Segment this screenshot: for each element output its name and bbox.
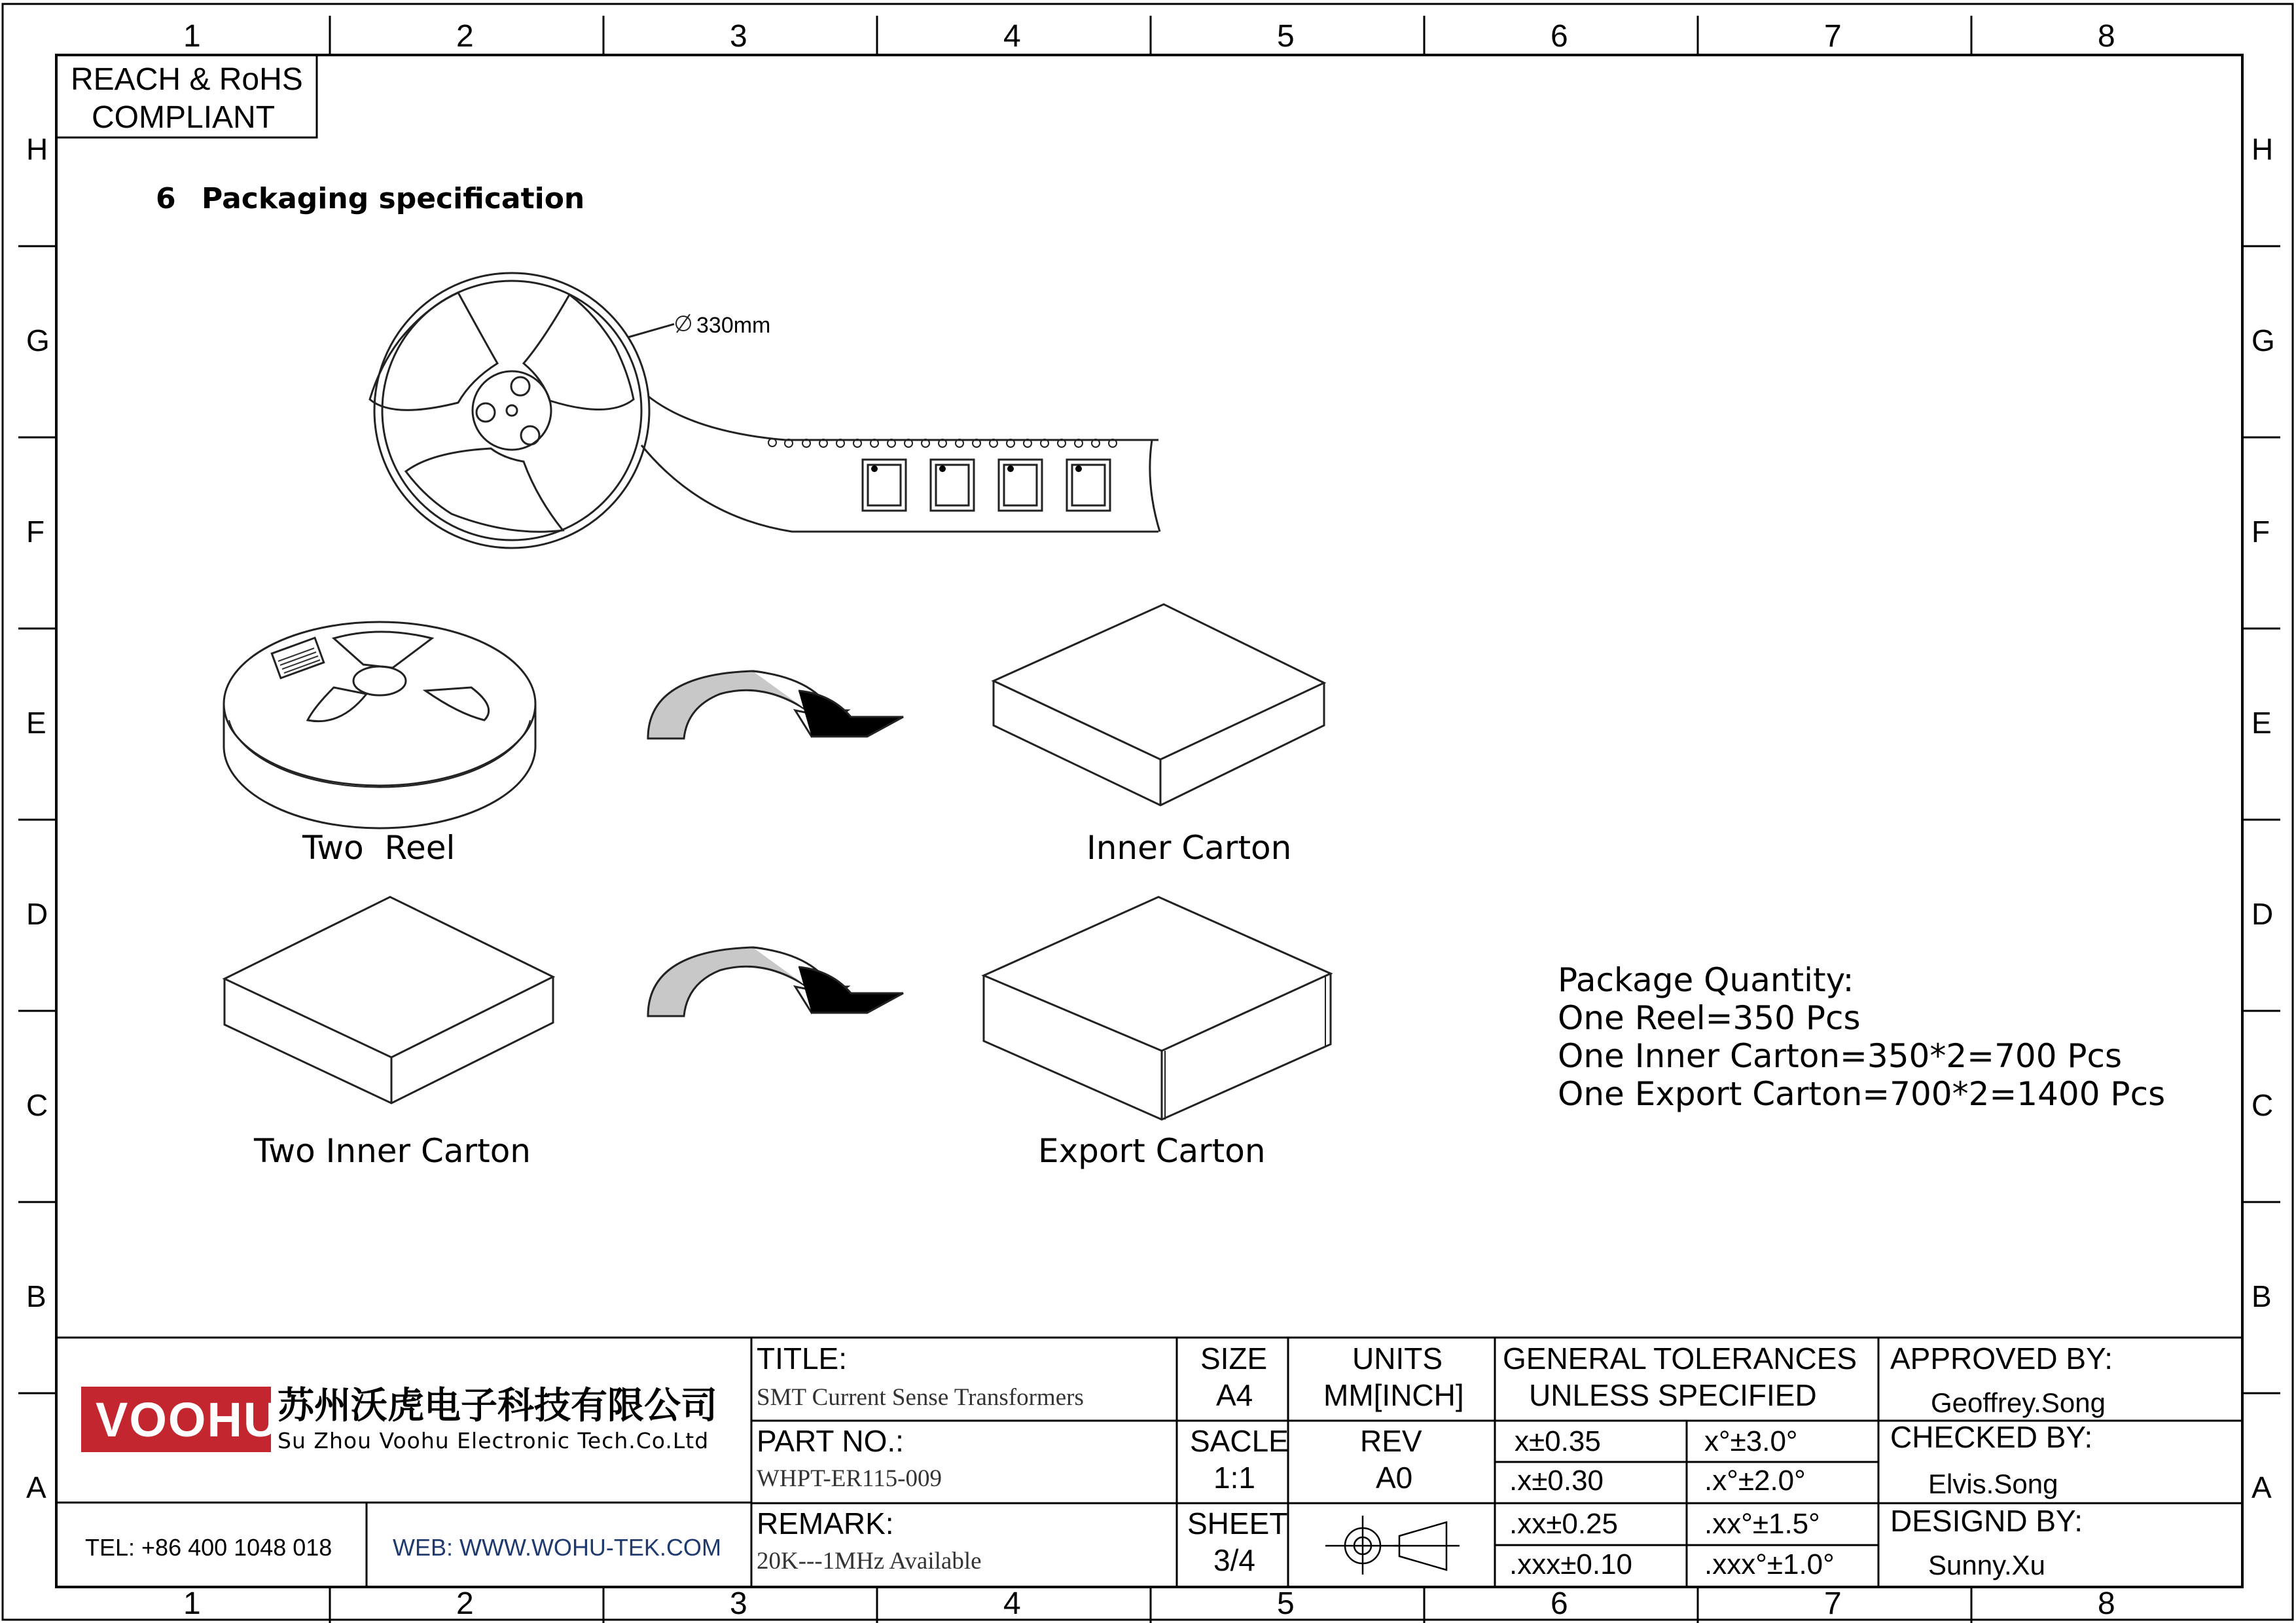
scale-label: SACLE <box>1190 1424 1289 1458</box>
approved-by-value: Geoffrey.Song <box>1931 1387 2106 1418</box>
rev-value: A0 <box>1376 1461 1413 1495</box>
zone-col-7-top: 7 <box>1824 19 1842 54</box>
zone-row-d-right: D <box>2251 897 2274 931</box>
two-inner-carton-label: Two Inner Carton <box>254 1132 531 1170</box>
zone-col-3-top: 3 <box>730 19 747 54</box>
scale-value: 1:1 <box>1213 1461 1255 1495</box>
checked-by-label: CHECKED BY: <box>1890 1420 2093 1454</box>
zone-row-c-right: C <box>2251 1088 2274 1122</box>
company-name-cn: 苏州沃虎电子科技有限公司 <box>278 1385 717 1427</box>
title-label: TITLE: <box>757 1341 848 1376</box>
quantity-inner-carton: One Inner Carton=350*2=700 Pcs <box>1558 1037 2123 1075</box>
projection-symbol <box>1325 1516 1460 1575</box>
size-label: SIZE <box>1200 1341 1268 1376</box>
two-inner-carton-drawing <box>224 897 553 1103</box>
tape-components <box>863 460 1110 511</box>
checked-by-value: Elvis.Song <box>1928 1468 2058 1499</box>
company-logo: VOOHU <box>96 1393 280 1447</box>
zone-row-h-left: H <box>26 132 48 166</box>
two-reel-drawing <box>224 622 535 828</box>
tape-sprocket-holes <box>768 439 1117 447</box>
zone-col-4-bottom: 4 <box>1003 1586 1021 1621</box>
company-web[interactable]: WEB: WWW.WOHU-TEK.COM <box>393 1534 721 1561</box>
zone-row-g-left: G <box>26 323 50 357</box>
section-number: 6 <box>156 182 176 215</box>
tol-linear-2: .xx±0.25 <box>1509 1508 1619 1540</box>
part-no-value: WHPT-ER115-009 <box>757 1465 942 1492</box>
zone-row-f-left: F <box>26 515 45 549</box>
designed-by-label: DESIGND BY: <box>1890 1504 2083 1538</box>
part-no-label: PART NO.: <box>757 1424 904 1458</box>
package-quantity-heading: Package Quantity: <box>1558 961 1854 999</box>
units-value: MM[INCH] <box>1323 1378 1464 1412</box>
quantity-export-carton: One Export Carton=700*2=1400 Pcs <box>1558 1075 2166 1113</box>
zone-col-7-bottom: 7 <box>1824 1586 1842 1621</box>
arrow-2 <box>648 947 903 1016</box>
zone-col-3-bottom: 3 <box>730 1586 747 1621</box>
quantity-reel: One Reel=350 Pcs <box>1558 999 1861 1037</box>
zone-row-f-right: F <box>2251 515 2270 549</box>
tol-angular-3: .xxx°±1.0° <box>1704 1548 1835 1580</box>
rev-label: REV <box>1360 1424 1422 1458</box>
reel-diameter-label: 330mm <box>696 313 771 338</box>
zone-row-b-right: B <box>2251 1279 2272 1313</box>
tolerances-title-1: GENERAL TOLERANCES <box>1503 1341 1857 1376</box>
inner-carton-label: Inner Carton <box>1086 829 1292 867</box>
zone-row-b-left: B <box>26 1279 46 1313</box>
zone-col-4-top: 4 <box>1003 19 1021 54</box>
reel-label-hatch <box>278 648 320 673</box>
tol-angular-1: .x°±2.0° <box>1704 1465 1806 1497</box>
title-value: SMT Current Sense Transformers <box>757 1384 1084 1411</box>
tol-angular-2: .xx°±1.5° <box>1704 1508 1820 1540</box>
approved-by-label: APPROVED BY: <box>1890 1341 2113 1376</box>
zone-col-6-top: 6 <box>1551 19 1568 54</box>
tol-linear-3: .xxx±0.10 <box>1509 1548 1633 1580</box>
tolerances-title-2: UNLESS SPECIFIED <box>1529 1378 1817 1412</box>
remark-value: 20K---1MHz Available <box>757 1548 982 1575</box>
zone-row-e-left: E <box>26 706 46 740</box>
zone-col-8-top: 8 <box>2098 19 2115 54</box>
zone-col-6-bottom: 6 <box>1551 1586 1568 1621</box>
tol-linear-1: .x±0.30 <box>1509 1465 1604 1497</box>
company-name-en: Su Zhou Voohu Electronic Tech.Co.Ltd <box>278 1428 709 1453</box>
export-carton-drawing <box>984 897 1331 1120</box>
tol-angular-0: x°±3.0° <box>1704 1425 1798 1457</box>
two-reel-label: Two Reel <box>302 829 456 867</box>
tol-linear-0: x±0.35 <box>1515 1425 1601 1457</box>
zone-col-8-bottom: 8 <box>2098 1586 2115 1621</box>
company-tel: TEL: +86 400 1048 018 <box>85 1534 332 1561</box>
zone-row-h-right: H <box>2251 132 2274 166</box>
zone-col-2-bottom: 2 <box>456 1586 474 1621</box>
zone-col-5-bottom: 5 <box>1277 1586 1295 1621</box>
zone-row-c-left: C <box>26 1088 48 1122</box>
designed-by-value: Sunny.Xu <box>1928 1550 2046 1580</box>
zone-row-g-right: G <box>2251 323 2275 357</box>
zone-row-a-left: A <box>26 1470 46 1504</box>
zone-col-1-top: 1 <box>183 19 201 54</box>
zone-col-2-top: 2 <box>456 19 474 54</box>
zone-col-5-top: 5 <box>1277 19 1295 54</box>
zone-row-e-right: E <box>2251 706 2272 740</box>
compliance-line-1: REACH & RoHS <box>71 62 303 97</box>
sheet-label: SHEET <box>1187 1506 1288 1541</box>
remark-label: REMARK: <box>757 1506 894 1541</box>
sheet-value: 3/4 <box>1213 1543 1255 1577</box>
section-title: Packaging specification <box>202 182 585 215</box>
zone-row-d-left: D <box>26 897 48 931</box>
size-value: A4 <box>1216 1378 1253 1412</box>
inner-carton-drawing <box>994 604 1324 805</box>
arrow-1 <box>648 671 903 739</box>
zone-row-a-right: A <box>2251 1470 2272 1504</box>
units-label: UNITS <box>1352 1341 1443 1376</box>
compliance-line-2: COMPLIANT <box>92 100 276 135</box>
zone-col-1-bottom: 1 <box>183 1586 201 1621</box>
export-carton-label: Export Carton <box>1038 1132 1266 1170</box>
